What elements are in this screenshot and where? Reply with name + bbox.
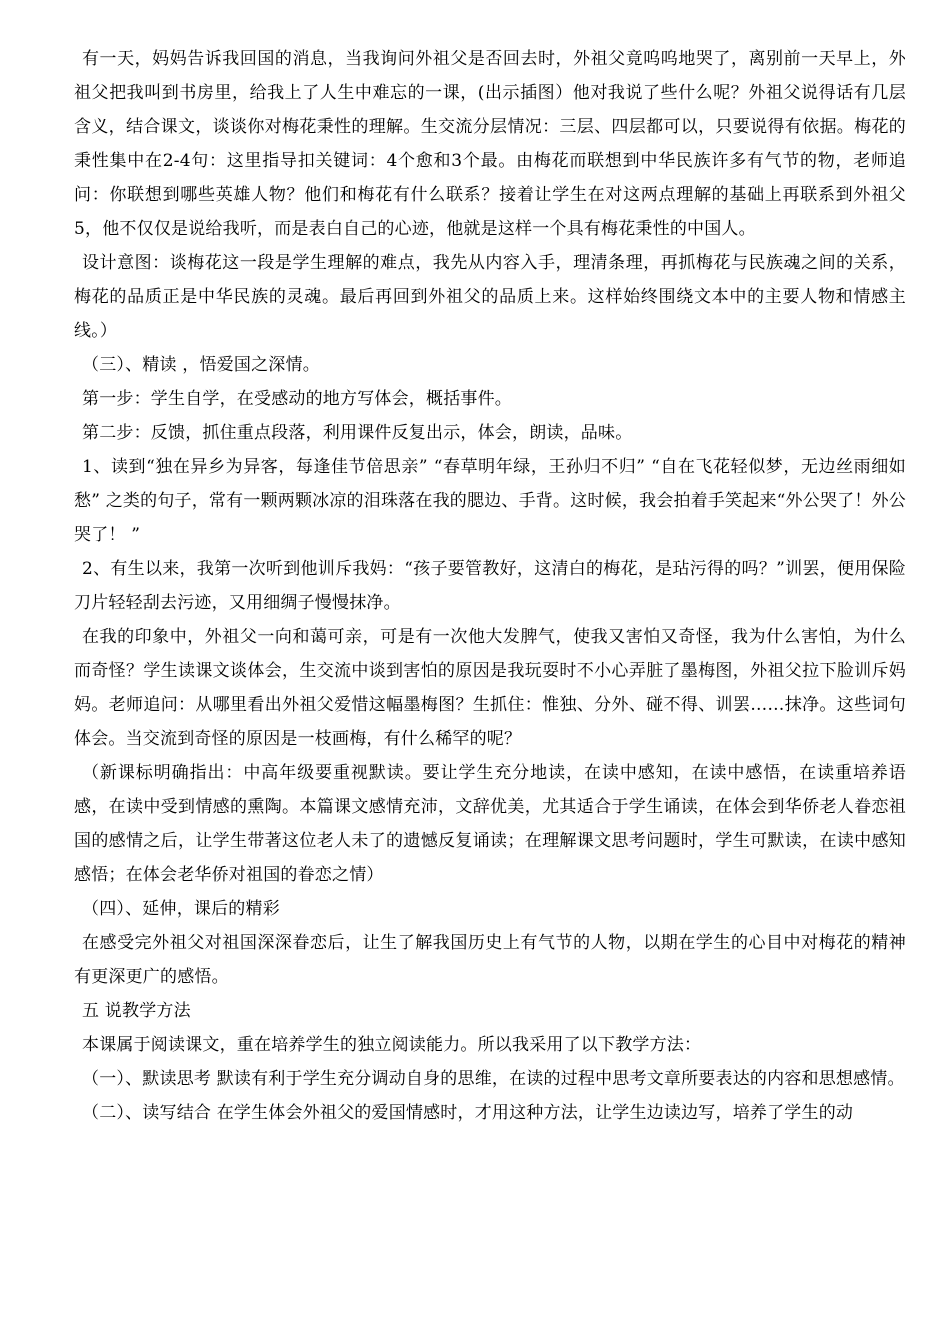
paragraph-impression: 在我的印象中，外祖父一向和蔼可亲，可是有一次他大发脾气，使我又害怕又奇怪，我为什么害怕，为什么而奇怪？学生读课文谈体会，生交流中谈到害怕的原因是我玩耍时不小心弄脏了墨梅图，外祖父拉下脸训斥妈妈。老师追问：从哪里看出外祖父爱惜这幅墨梅图？生抓住：惟独、分外、碰不得、训罢……抹净。这些词句体会。当交流到奇怪的原因是一枝画梅，有什么稀罕的呢？ [74,627,906,749]
paragraph-extension: 在感受完外祖父对祖国深深眷恋后，让生了解我国历史上有气节的人物，以期在学生的心目中对梅花的精神有更深更广的感悟。 [74,933,906,987]
paragraph-method-read-write: （二）、读写结合 在学生体会外祖父的爱国情感时，才用这种方法，让学生边读边写，培养了学生的动 [82,1103,854,1123]
paragraph-point-one: 1、读到“独在异乡为异客，每逢佳节倍思亲” “春草明年绿，王孙归不归” “自在飞花轻似梦，无边丝雨细如愁” 之类的句子，常有一颗两颗冰凉的泪珠落在我的腮边、手背。这时候，我会拍着手笑起来“外公哭了！外公哭了！ ” [74,457,906,545]
paragraph-design-intent: 设计意图：谈梅花这一段是学生理解的难点，我先从内容入手，理清条理，再抓梅花与民族魂之间的关系，梅花的品质正是中华民族的灵魂。最后再回到外祖父的品质上来。这样始终围绕文本中的主要人物和情感主线。） [74,253,906,341]
paragraph-point-two: 2、有生以来，我第一次听到他训斥我妈：“孩子要管教好，这清白的梅花，是玷污得的吗？”训罢，便用保险刀片轻轻刮去污迹，又用细绸子慢慢抹净。 [74,559,906,613]
section-heading-methods: 五 说教学方法 [82,1001,191,1021]
section-heading-extension: （四）、延伸，课后的精彩 [82,899,280,919]
paragraph-step-two: 第二步：反馈，抓住重点段落，利用课件反复出示，体会，朗读，品味。 [82,423,633,443]
paragraph-curriculum-note: （新课标明确指出：中高年级要重视默读。要让学生充分地读，在读中感知，在读中感悟，在读重培养语感，在读中受到情感的熏陶。本篇课文感情充沛，文辞优美，尤其适合于学生诵读，在体会到华侨老人眷恋祖国的感情之后，让学生带著这位老人未了的遗憾反复诵读；在理解课文思考问题时，学生可默读，在读中感知感悟；在体会老华侨对祖国的眷恋之情） [74,763,906,885]
paragraph-step-one: 第一步：学生自学，在受感动的地方写体会，概括事件。 [82,389,512,409]
paragraph-methods-intro: 本课属于阅读课文，重在培养学生的独立阅读能力。所以我采用了以下教学方法： [82,1035,702,1055]
document-page [74,42,906,1130]
paragraph-story-farewell: 有一天，妈妈告诉我回国的消息，当我询问外祖父是否回去时，外祖父竟呜呜地哭了，离别前一天早上，外祖父把我叫到书房里，给我上了人生中难忘的一课，(出示插图）他对我说了些什么呢？外祖父说得话有几层含义，结合课文，谈谈你对梅花秉性的理解。生交流分层情况：三层、四层都可以，只要说得有依据。梅花的秉性集中在2-4句：这里指导扣关键词：4个愈和3个最。由梅花而联想到中华民族许多有气节的物，老师追问：你联想到哪些英雄人物？他们和梅花有什么联系？接着让学生在对这两点理解的基础上再联系到外祖父5，他不仅仅是说给我听，而是表白自己的心迹，他就是这样一个具有梅花秉性的中国人。 [74,49,906,239]
section-heading-close-reading: （三）、精读 ，悟爱国之深情。 [82,355,320,375]
paragraph-method-silent-reading: （一）、默读思考 默读有利于学生充分调动自身的思维，在读的过程中思考文章所要表达的内容和思想感情。 [82,1069,905,1089]
